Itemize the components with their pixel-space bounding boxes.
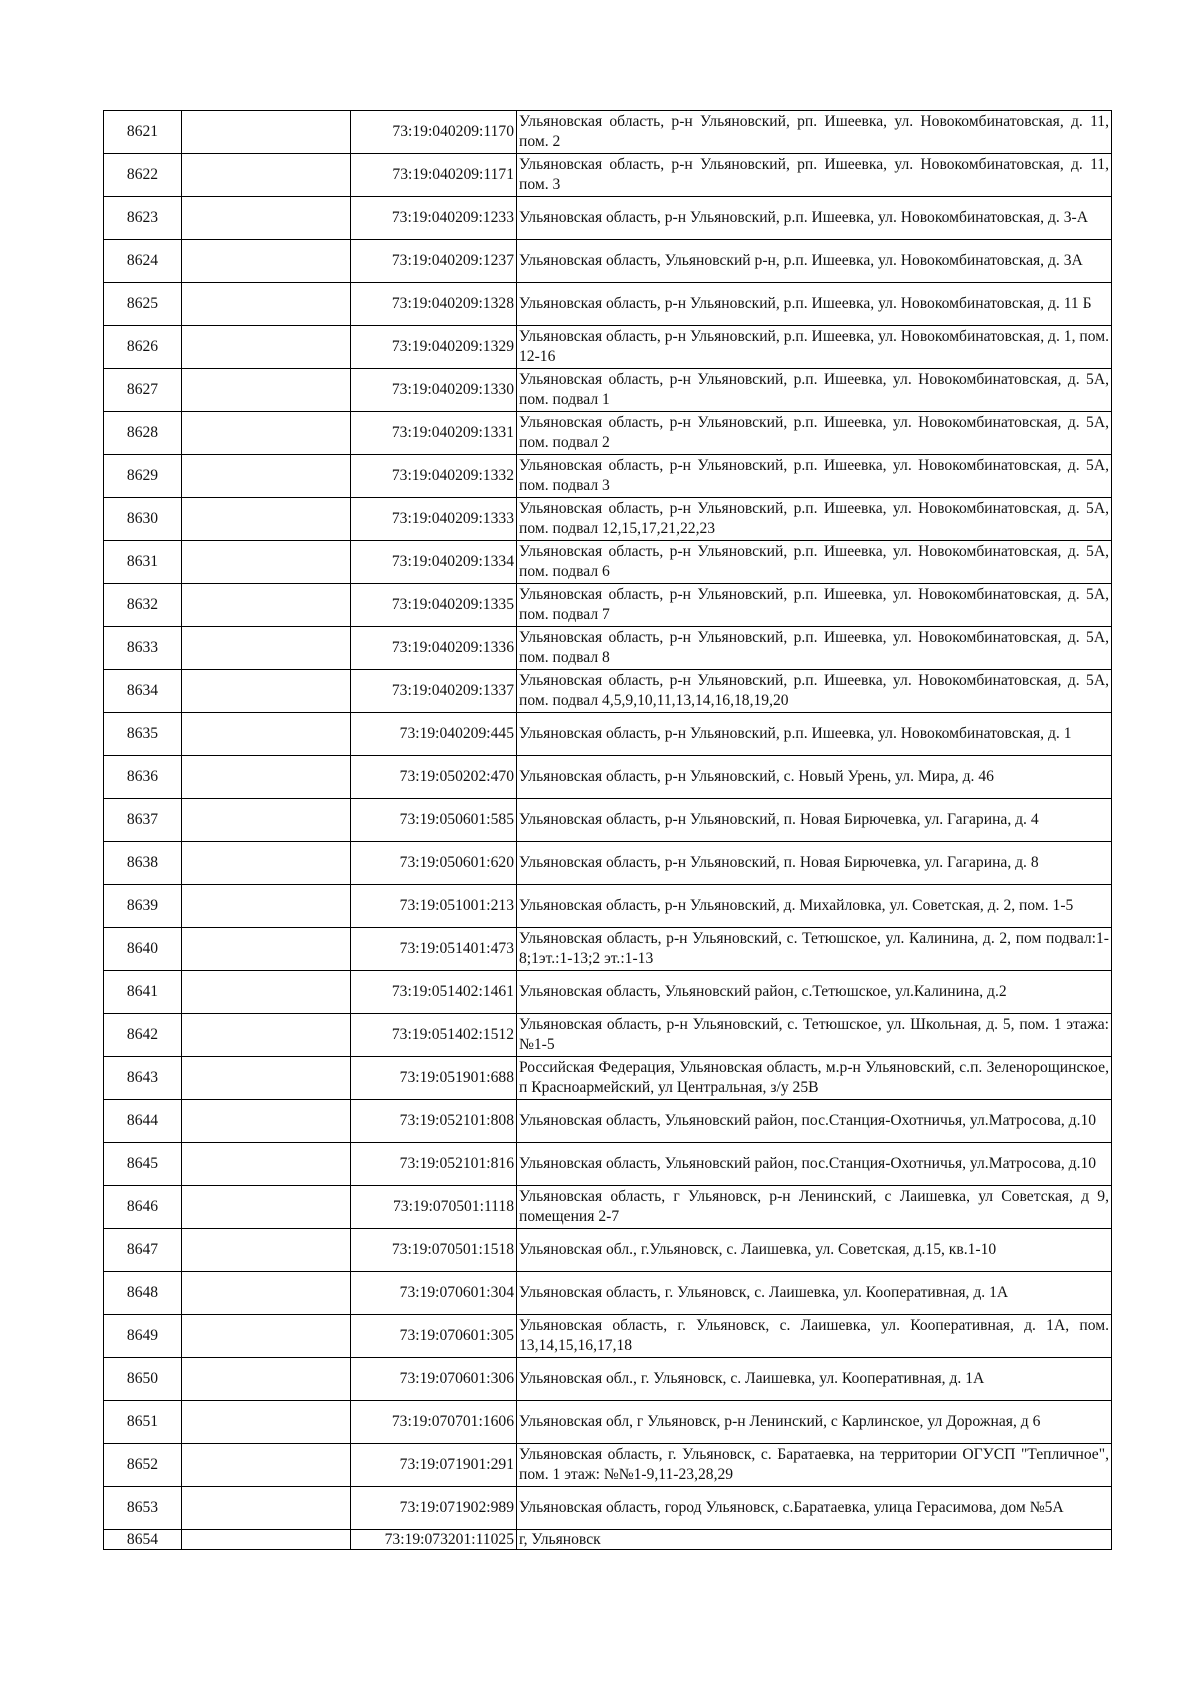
row-number-cell: 8623: [104, 197, 182, 240]
address-cell: Ульяновская область, р-н Ульяновский, р.п. Ишеевка, ул. Новокомбинатовская, д. 5А, пом. подвал 6: [517, 541, 1112, 584]
row-number-cell: 8631: [104, 541, 182, 584]
row-blank-cell: [182, 154, 351, 197]
row-blank-cell: [182, 498, 351, 541]
cadastral-number-cell: 73:19:040209:1170: [351, 111, 517, 154]
address-cell: Ульяновская область, р-н Ульяновский, с. Тетюшское, ул. Калинина, д. 2, пом подвал:1-8;1эт.:1-13;2 эт.:1-13: [517, 928, 1112, 971]
address-cell: Ульяновская область, Ульяновский р-н, р.п. Ишеевка, ул. Новокомбинатовская, д. 3А: [517, 240, 1112, 283]
cadastral-number-cell: 73:19:040209:1336: [351, 627, 517, 670]
row-blank-cell: [182, 627, 351, 670]
row-blank-cell: [182, 1487, 351, 1530]
address-cell: Российская Федерация, Ульяновская область, м.р-н Ульяновский, с.п. Зеленорощинское, п Красноармейский, ул Центральная, з/у 25В: [517, 1057, 1112, 1100]
row-number-cell: 8650: [104, 1358, 182, 1401]
row-blank-cell: [182, 670, 351, 713]
table-row: [104, 1444, 1112, 1487]
row-number-cell: 8629: [104, 455, 182, 498]
cadastral-number-cell: 73:19:052101:816: [351, 1143, 517, 1186]
cadastral-number-cell: 73:19:040209:1328: [351, 283, 517, 326]
row-blank-cell: [182, 1530, 351, 1550]
cadastral-number-cell: 73:19:040209:1237: [351, 240, 517, 283]
address-cell: Ульяновская обл., г.Ульяновск, с. Лаишевка, ул. Советская, д.15, кв.1-10: [517, 1229, 1112, 1272]
row-number-cell: 8622: [104, 154, 182, 197]
address-cell: Ульяновская обл., г. Ульяновск, с. Лаишевка, ул. Кооперативная, д. 1А: [517, 1358, 1112, 1401]
row-number-cell: 8653: [104, 1487, 182, 1530]
cadastral-number-cell: 73:19:050601:585: [351, 799, 517, 842]
table-row: [104, 885, 1112, 928]
row-number-cell: 8644: [104, 1100, 182, 1143]
address-cell: Ульяновская область, р-н Ульяновский, р.п. Ишеевка, ул. Новокомбинатовская, д. 11 Б: [517, 283, 1112, 326]
table-row: [104, 584, 1112, 627]
cadastral-number-cell: 73:19:071901:291: [351, 1444, 517, 1487]
row-number-cell: 8636: [104, 756, 182, 799]
property-registry-table: [103, 110, 1112, 1550]
row-blank-cell: [182, 885, 351, 928]
address-cell: Ульяновская область, р-н Ульяновский, с. Новый Урень, ул. Мира, д. 46: [517, 756, 1112, 799]
cadastral-number-cell: 73:19:051402:1461: [351, 971, 517, 1014]
address-cell: Ульяновская область, р-н Ульяновский, п. Новая Бирючевка, ул. Гагарина, д. 4: [517, 799, 1112, 842]
table-row: [104, 1358, 1112, 1401]
row-number-cell: 8652: [104, 1444, 182, 1487]
row-blank-cell: [182, 1100, 351, 1143]
cadastral-number-cell: 73:19:040209:1329: [351, 326, 517, 369]
row-number-cell: 8637: [104, 799, 182, 842]
row-blank-cell: [182, 412, 351, 455]
row-blank-cell: [182, 111, 351, 154]
table-row: [104, 412, 1112, 455]
cadastral-number-cell: 73:19:051401:473: [351, 928, 517, 971]
cadastral-number-cell: 73:19:070501:1518: [351, 1229, 517, 1272]
row-number-cell: 8639: [104, 885, 182, 928]
table-row: [104, 240, 1112, 283]
row-blank-cell: [182, 541, 351, 584]
table-row: [104, 1530, 1112, 1550]
address-cell: Ульяновская область, р-н Ульяновский, с. Тетюшское, ул. Школьная, д. 5, пом. 1 этажа: №1-5: [517, 1014, 1112, 1057]
row-number-cell: 8621: [104, 111, 182, 154]
row-number-cell: 8625: [104, 283, 182, 326]
cadastral-number-cell: 73:19:071902:989: [351, 1487, 517, 1530]
row-number-cell: 8649: [104, 1315, 182, 1358]
table-row: [104, 842, 1112, 885]
row-number-cell: 8624: [104, 240, 182, 283]
cadastral-number-cell: 73:19:070501:1118: [351, 1186, 517, 1229]
row-blank-cell: [182, 1315, 351, 1358]
address-cell: Ульяновская обл, г Ульяновск, р-н Ленинский, с Карлинское, ул Дорожная, д 6: [517, 1401, 1112, 1444]
row-blank-cell: [182, 1444, 351, 1487]
address-cell: Ульяновская область, р-н Ульяновский, р.п. Ишеевка, ул. Новокомбинатовская, д. 5А, пом. подвал 2: [517, 412, 1112, 455]
cadastral-number-cell: 73:19:040209:1334: [351, 541, 517, 584]
row-blank-cell: [182, 326, 351, 369]
row-blank-cell: [182, 842, 351, 885]
table-row: [104, 541, 1112, 584]
row-number-cell: 8640: [104, 928, 182, 971]
row-number-cell: 8638: [104, 842, 182, 885]
row-blank-cell: [182, 369, 351, 412]
row-blank-cell: [182, 756, 351, 799]
cadastral-number-cell: 73:19:040209:445: [351, 713, 517, 756]
row-number-cell: 8633: [104, 627, 182, 670]
address-cell: г, Ульяновск: [517, 1530, 1112, 1550]
row-blank-cell: [182, 197, 351, 240]
table-row: [104, 799, 1112, 842]
address-cell: Ульяновская область, р-н Ульяновский, р.п. Ишеевка, ул. Новокомбинатовская, д. 5А, пом. подвал 8: [517, 627, 1112, 670]
row-number-cell: 8628: [104, 412, 182, 455]
registry-table-body: [104, 111, 1112, 1550]
address-cell: Ульяновская область, г Ульяновск, р-н Ленинский, с Лаишевка, ул Советская, д 9, помещения 2-7: [517, 1186, 1112, 1229]
row-blank-cell: [182, 283, 351, 326]
table-row: [104, 1143, 1112, 1186]
table-row: [104, 283, 1112, 326]
cadastral-number-cell: 73:19:070601:306: [351, 1358, 517, 1401]
table-row: [104, 1401, 1112, 1444]
address-cell: Ульяновская область, Ульяновский район, пос.Станция-Охотничья, ул.Матросова, д.10: [517, 1100, 1112, 1143]
table-row: [104, 111, 1112, 154]
table-row: [104, 627, 1112, 670]
table-row: [104, 713, 1112, 756]
address-cell: Ульяновская область, р-н Ульяновский, р.п. Ишеевка, ул. Новокомбинатовская, д. 5А, пом. подвал 3: [517, 455, 1112, 498]
table-row: [104, 369, 1112, 412]
row-blank-cell: [182, 1143, 351, 1186]
address-cell: Ульяновская область, Ульяновский район, с.Тетюшское, ул.Калинина, д.2: [517, 971, 1112, 1014]
address-cell: Ульяновская область, р-н Ульяновский, рп. Ишеевка, ул. Новокомбинатовская, д. 11, пом. 2: [517, 111, 1112, 154]
table-row: [104, 498, 1112, 541]
row-number-cell: 8646: [104, 1186, 182, 1229]
address-cell: Ульяновская область, р-н Ульяновский, д. Михайловка, ул. Советская, д. 2, пом. 1-5: [517, 885, 1112, 928]
row-number-cell: 8630: [104, 498, 182, 541]
row-number-cell: 8642: [104, 1014, 182, 1057]
row-number-cell: 8648: [104, 1272, 182, 1315]
table-row: [104, 1014, 1112, 1057]
row-number-cell: 8645: [104, 1143, 182, 1186]
row-blank-cell: [182, 1401, 351, 1444]
address-cell: Ульяновская область, г. Ульяновск, с. Баратаевка, на территории ОГУСП "Тепличное", пом. 1 этаж: №№1-9,11-23,28,29: [517, 1444, 1112, 1487]
table-row: [104, 1229, 1112, 1272]
row-blank-cell: [182, 584, 351, 627]
row-blank-cell: [182, 455, 351, 498]
address-cell: Ульяновская область, р-н Ульяновский, р.п. Ишеевка, ул. Новокомбинатовская, д. 5А, пом. подвал 7: [517, 584, 1112, 627]
row-blank-cell: [182, 1014, 351, 1057]
address-cell: Ульяновская область, г. Ульяновск, с. Лаишевка, ул. Кооперативная, д. 1А: [517, 1272, 1112, 1315]
cadastral-number-cell: 73:19:050202:470: [351, 756, 517, 799]
row-number-cell: 8654: [104, 1530, 182, 1550]
table-row: [104, 756, 1112, 799]
row-number-cell: 8632: [104, 584, 182, 627]
cadastral-number-cell: 73:19:040209:1332: [351, 455, 517, 498]
row-number-cell: 8651: [104, 1401, 182, 1444]
address-cell: Ульяновская область, р-н Ульяновский, р.п. Ишеевка, ул. Новокомбинатовская, д. 1: [517, 713, 1112, 756]
address-cell: Ульяновская область, р-н Ульяновский, п. Новая Бирючевка, ул. Гагарина, д. 8: [517, 842, 1112, 885]
table-row: [104, 971, 1112, 1014]
address-cell: Ульяновская область, р-н Ульяновский, р.п. Ишеевка, ул. Новокомбинатовская, д. 1, пом. 12-16: [517, 326, 1112, 369]
address-cell: Ульяновская область, р-н Ульяновский, рп. Ишеевка, ул. Новокомбинатовская, д. 11, пом. 3: [517, 154, 1112, 197]
row-number-cell: 8647: [104, 1229, 182, 1272]
row-number-cell: 8627: [104, 369, 182, 412]
table-row: [104, 455, 1112, 498]
address-cell: Ульяновская область, р-н Ульяновский, р.п. Ишеевка, ул. Новокомбинатовская, д. 3-А: [517, 197, 1112, 240]
row-number-cell: 8643: [104, 1057, 182, 1100]
row-blank-cell: [182, 1229, 351, 1272]
table-row: [104, 1186, 1112, 1229]
address-cell: Ульяновская область, город Ульяновск, с.Баратаевка, улица Герасимова, дом №5А: [517, 1487, 1112, 1530]
cadastral-number-cell: 73:19:070601:305: [351, 1315, 517, 1358]
table-row: [104, 928, 1112, 971]
row-blank-cell: [182, 1186, 351, 1229]
table-row: [104, 154, 1112, 197]
row-number-cell: 8634: [104, 670, 182, 713]
cadastral-number-cell: 73:19:040209:1337: [351, 670, 517, 713]
address-cell: Ульяновская область, г. Ульяновск, с. Лаишевка, ул. Кооперативная, д. 1А, пом. 13,14,15,16,17,18: [517, 1315, 1112, 1358]
cadastral-number-cell: 73:19:050601:620: [351, 842, 517, 885]
cadastral-number-cell: 73:19:040209:1171: [351, 154, 517, 197]
table-row: [104, 1272, 1112, 1315]
cadastral-number-cell: 73:19:051901:688: [351, 1057, 517, 1100]
cadastral-number-cell: 73:19:051001:213: [351, 885, 517, 928]
address-cell: Ульяновская область, р-н Ульяновский, р.п. Ишеевка, ул. Новокомбинатовская, д. 5А, пом. подвал 4,5,9,10,11,13,14,16,18,19,20: [517, 670, 1112, 713]
row-blank-cell: [182, 799, 351, 842]
address-cell: Ульяновская область, р-н Ульяновский, р.п. Ишеевка, ул. Новокомбинатовская, д. 5А, пом. подвал 1: [517, 369, 1112, 412]
cadastral-number-cell: 73:19:040209:1330: [351, 369, 517, 412]
row-number-cell: 8641: [104, 971, 182, 1014]
address-cell: Ульяновская область, р-н Ульяновский, р.п. Ишеевка, ул. Новокомбинатовская, д. 5А, пом. подвал 12,15,17,21,22,23: [517, 498, 1112, 541]
cadastral-number-cell: 73:19:070601:304: [351, 1272, 517, 1315]
cadastral-number-cell: 73:19:073201:11025: [351, 1530, 517, 1550]
table-row: [104, 670, 1112, 713]
cadastral-number-cell: 73:19:051402:1512: [351, 1014, 517, 1057]
table-row: [104, 1315, 1112, 1358]
table-row: [104, 1100, 1112, 1143]
row-number-cell: 8635: [104, 713, 182, 756]
row-blank-cell: [182, 713, 351, 756]
table-row: [104, 1057, 1112, 1100]
row-blank-cell: [182, 240, 351, 283]
row-blank-cell: [182, 1057, 351, 1100]
cadastral-number-cell: 73:19:070701:1606: [351, 1401, 517, 1444]
row-blank-cell: [182, 1272, 351, 1315]
table-row: [104, 197, 1112, 240]
row-blank-cell: [182, 971, 351, 1014]
cadastral-number-cell: 73:19:040209:1335: [351, 584, 517, 627]
cadastral-number-cell: 73:19:040209:1331: [351, 412, 517, 455]
row-blank-cell: [182, 1358, 351, 1401]
cadastral-number-cell: 73:19:040209:1333: [351, 498, 517, 541]
row-blank-cell: [182, 928, 351, 971]
address-cell: Ульяновская область, Ульяновский район, пос.Станция-Охотничья, ул.Матросова, д.10: [517, 1143, 1112, 1186]
table-row: [104, 326, 1112, 369]
cadastral-number-cell: 73:19:040209:1233: [351, 197, 517, 240]
table-row: [104, 1487, 1112, 1530]
cadastral-number-cell: 73:19:052101:808: [351, 1100, 517, 1143]
row-number-cell: 8626: [104, 326, 182, 369]
